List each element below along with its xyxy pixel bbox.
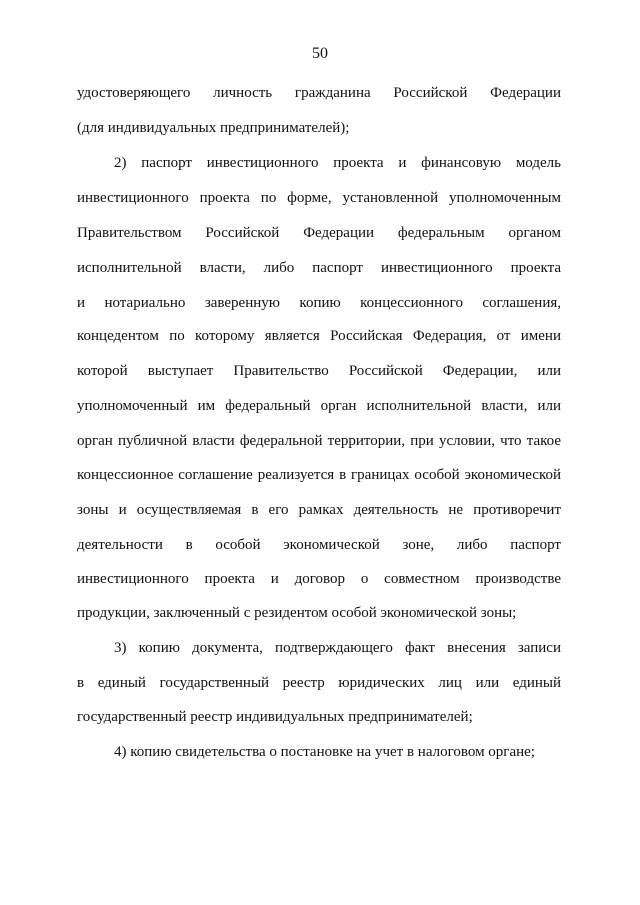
paragraph-start-line: 3) копию документа, подтверждающего факт внесения записи — [114, 640, 561, 656]
text-line: удостоверяющего личность гражданина Российской Федерации — [77, 85, 561, 101]
text-line: концедентом по которому является Российская Федерация, от имени — [77, 328, 561, 344]
text-line: и нотариально заверенную копию концессионного соглашения, — [77, 295, 561, 311]
text-line: Правительством Российской Федерации федеральным органом — [77, 225, 561, 241]
page-number: 50 — [312, 45, 328, 62]
text-line: продукции, заключенный с резидентом особой экономической зоны; — [77, 605, 517, 621]
text-line: государственный реестр индивидуальных предпринимателей; — [77, 709, 473, 725]
text-line: (для индивидуальных предпринимателей); — [77, 120, 350, 136]
text-line: в единый государственный реестр юридических лиц или единый — [77, 675, 561, 691]
text-line: орган публичной власти федеральной территории, при условии, что такое — [77, 433, 561, 449]
text-line: инвестиционного проекта и договор о совместном производстве — [77, 571, 561, 587]
paragraph-start-line: 4) копию свидетельства о постановке на учет в налоговом органе; — [114, 744, 535, 760]
text-line: исполнительной власти, либо паспорт инвестиционного проекта — [77, 260, 561, 276]
text-line: которой выступает Правительство Российской Федерации, или — [77, 363, 561, 379]
text-line: зоны и осуществляемая в его рамках деятельность не противоречит — [77, 502, 561, 518]
text-line: уполномоченный им федеральный орган исполнительной власти, или — [77, 398, 561, 414]
text-line: инвестиционного проекта по форме, установленной уполномоченным — [77, 190, 561, 206]
text-line: деятельности в особой экономической зоне, либо паспорт — [77, 537, 561, 553]
paragraph-start-line: 2) паспорт инвестиционного проекта и финансовую модель — [114, 155, 561, 171]
text-line: концессионное соглашение реализуется в границах особой экономической — [77, 467, 561, 483]
